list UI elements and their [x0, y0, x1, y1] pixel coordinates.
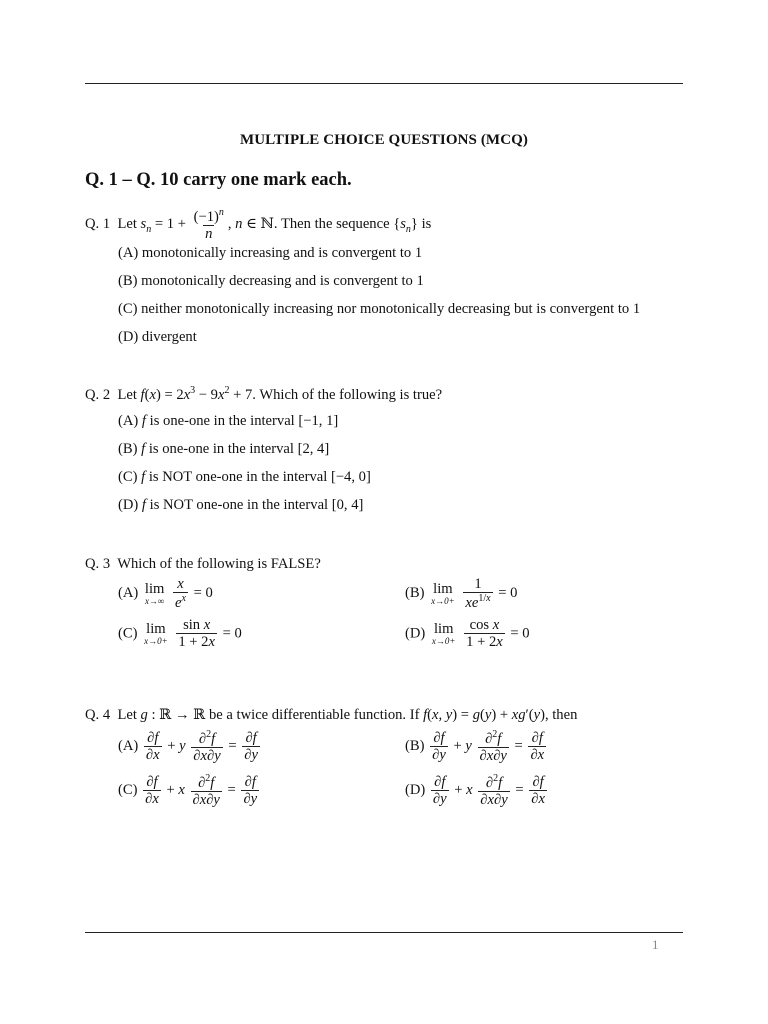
question-number: Q. 2	[85, 386, 111, 403]
q4-option-d[interactable]: (D) $\frac{\partial f}{\partial y}$ + x $\frac{\partial^2f}{\partial x\partial y}$ = $\frac{\partial f}{\partial x}$	[405, 773, 545, 808]
q1-option-b[interactable]: (B) monotonically decreasing and is convergent to 1	[118, 273, 424, 289]
q1-option-c[interactable]: (C) neither monotonically increasing nor monotonically decreasing but is convergent to 1	[118, 301, 641, 317]
top-rule	[85, 83, 683, 84]
stem-suffix: . Then the sequence	[273, 216, 390, 233]
q3-option-d[interactable]: (D) lim x→0+ $\frac{\text{cos x}}{1 + 2x}$ = 0	[405, 617, 530, 651]
q3-option-c[interactable]: (C) lim x→0+ $\frac{\text{sin x}}{1 + 2x}$ = 0	[118, 617, 242, 651]
q2-option-c[interactable]: (C) f is NOT one-one in the interval [−4, 0]	[118, 469, 371, 485]
question-4-stem: Q. 4 Let g : ℝ → ℝ be a twice differentiable function. If f(x, y) = g(y) + xg′(y), then	[85, 707, 578, 723]
page-number: 1	[652, 937, 659, 952]
bottom-rule	[85, 932, 683, 933]
question-number: Q. 1	[85, 216, 111, 233]
marks-note: Q. 1 – Q. 10 carry one mark each.	[85, 170, 352, 190]
stem-prefix: Let	[117, 216, 137, 233]
q1-option-a[interactable]: (A) monotonically increasing and is convergent to 1	[118, 245, 423, 261]
q2-option-b[interactable]: (B) f is one-one in the interval [2, 4]	[118, 441, 330, 457]
q2-option-d[interactable]: (D) f is NOT one-one in the interval [0, 4]	[118, 497, 364, 513]
q4-option-c[interactable]: (C) $\frac{\partial f}{\partial x}$ + x $\frac{\partial^2f}{\partial x\partial y}$ = $\frac{\partial f}{\partial y}$	[118, 773, 258, 808]
q3-option-b[interactable]: (B) lim x→0+ $\frac{1}{xe^{1/x}}$ = 0	[405, 576, 518, 611]
stem-end: is	[421, 216, 432, 233]
q4-option-a[interactable]: (A) $\frac{\partial f}{\partial x}$ + y $\frac{\partial^2f}{\partial x\partial y}$ = $\frac{\partial f}{\partial y}$	[118, 729, 258, 764]
question-2-stem: Q. 2 Let $f(x) = 2x^3 - 9x^2 + 7$. Which of the following is true?	[85, 385, 443, 403]
q3-option-a[interactable]: (A) lim x→∞ $\frac{x}{e^x}$ = 0	[118, 576, 213, 611]
section-title: MULTIPLE CHOICE QUESTIONS (MCQ)	[239, 132, 528, 148]
q2-option-a[interactable]: (A) f is one-one in the interval [−1, 1]	[118, 413, 339, 429]
question-3-stem: Q. 3 Which of the following is FALSE?	[85, 556, 321, 572]
q4-option-b[interactable]: (B) $\frac{\partial f}{\partial y}$ + y $\frac{\partial^2f}{\partial x\partial y}$ = $\frac{\partial f}{\partial x}$	[405, 729, 545, 764]
q1-option-d[interactable]: (D) divergent	[118, 329, 197, 345]
question-1-stem: Q. 1 Let $s_n = 1$ + $\frac{(-1)^n}{n}$ , n ∈ ℕ. Then the sequence $\{s_n\}$ is	[85, 207, 432, 242]
